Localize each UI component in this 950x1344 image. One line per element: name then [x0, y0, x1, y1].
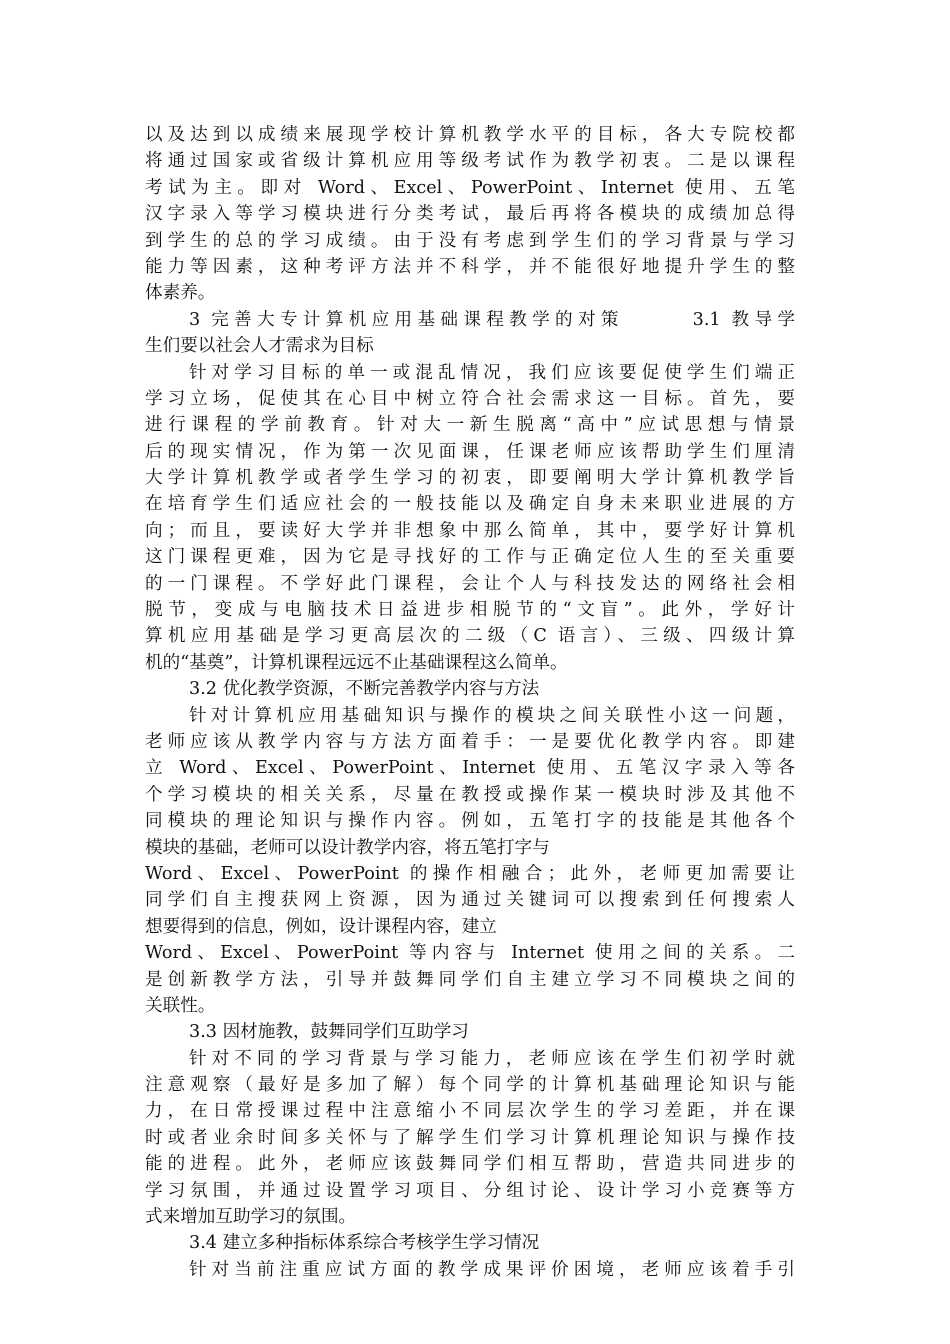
text-line: 3.4 建立多种指标体系综合考核学生学习情况 — [189, 1233, 540, 1254]
text-line: 时或者业余时间多关怀与了解学生们学习计算机理论知识与操作技 — [145, 1127, 795, 1148]
text-line: 算机应用基础是学习更高层次的二级（C 语言）、三级、四级计算 — [145, 626, 795, 647]
text-line: 针对学习目标的单一或混乱情况，我们应该要促使学生们端正 — [189, 362, 795, 383]
text-line: 老师应该从教学内容与方法方面着手：一是要优化教学内容。即建 — [145, 731, 795, 752]
text-line: 的一门课程。不学好此门课程，会让个人与科技发达的网络社会相 — [145, 573, 795, 594]
text-line: 考试为主。即对 Word、Excel、PowerPoint、Internet 使用、五笔 — [145, 177, 795, 198]
text-line: 式来增加互助学习的氛围。 — [145, 1207, 357, 1228]
text-line: 到学生的总的学习成绩。由于没有考虑到学生们的学习背景与学习 — [145, 230, 795, 251]
text-line: 针对计算机应用基础知识与操作的模块之间关联性小这一问题， — [189, 705, 795, 726]
text-line: 模块的基础，老师可以设计教学内容，将五笔打字与 — [145, 837, 550, 858]
text-line: 汉字录入等学习模块进行分类考试，最后再将各模块的成绩加总得 — [145, 204, 795, 225]
text-line: 体素养。 — [145, 283, 216, 304]
text-line: 学习氛围，并通过设置学习项目、分组讨论、设计学习小竞赛等方 — [145, 1180, 795, 1201]
text-line: 针对当前注重应试方面的教学成果评价困境，老师应该着手引 — [189, 1259, 795, 1280]
text-line: 关联性。 — [145, 995, 216, 1016]
text-line: 3 完善大专计算机应用基础课程教学的对策 3.1 教导学 — [189, 309, 795, 330]
text-line: 能的进程。此外，老师应该鼓舞同学们相互帮助，营造共同进步的 — [145, 1154, 795, 1175]
text-line: 同学们自主搜获网上资源，因为通过关键词可以搜索到任何搜索人 — [145, 890, 795, 911]
text-line: Word、Excel、PowerPoint 的操作相融合；此外，老师更加需要让 — [145, 863, 795, 884]
text-line: 在培育学生们适应社会的一般技能以及确定自身未来职业进展的方 — [145, 494, 795, 515]
text-line: 大学计算机教学或者学生学习的初衷，即要阐明大学计算机教学旨 — [145, 468, 795, 489]
text-line: 学习立场，促使其在心目中树立符合社会需求这一目标。首先，要 — [145, 388, 795, 409]
text-line: 针对不同的学习背景与学习能力，老师应该在学生们初学时就 — [189, 1048, 795, 1069]
text-line: 机的“基奠”，计算机课程远远不止基础课程这么简单。 — [145, 652, 568, 673]
text-line: 想要得到的信息，例如，设计课程内容，建立 — [145, 916, 497, 937]
text-line: 能力等因素，这种考评方法并不科学，并不能很好地提升学生的整 — [145, 256, 795, 277]
text-line: 是创新教学方法，引导并鼓舞同学们自主建立学习不同模块之间的 — [145, 969, 795, 990]
text-line: 3.3 因材施教，鼓舞同学们互助学习 — [189, 1022, 469, 1043]
text-line: 这门课程更难，因为它是寻找好的工作与正确定位人生的至关重要 — [145, 547, 795, 568]
text-line: 将通过国家或省级计算机应用等级考试作为教学初衷。二是以课程 — [145, 151, 795, 172]
document-body — [145, 122, 795, 1283]
text-line: 注意观察（最好是多加了解）每个同学的计算机基础理论知识与能 — [145, 1075, 795, 1096]
text-line: 生们要以社会人才需求为目标 — [145, 336, 374, 357]
text-line: 脱节，变成与电脑技术日益进步相脱节的“文盲”。此外，学好计 — [145, 600, 795, 621]
text-line: 后的现实情况，作为第一次见面课，任课老师应该帮助学生们厘清 — [145, 441, 795, 462]
text-line: 立 Word、Excel、PowerPoint、Internet 使用、五笔汉字录入等各 — [145, 758, 795, 779]
text-line: 力，在日常授课过程中注意缩小不同层次学生的学习差距，并在课 — [145, 1101, 795, 1122]
text-line: 向；而且，要读好大学并非想象中那么简单，其中，要学好计算机 — [145, 520, 795, 541]
text-line: 进行课程的学前教育。针对大一新生脱离“高中”应试思想与情景 — [145, 415, 795, 436]
text-line: 个学习模块的相关关系，尽量在教授或操作某一模块时涉及其他不 — [145, 784, 795, 805]
text-line: 3.2 优化教学资源，不断完善教学内容与方法 — [189, 679, 540, 700]
text-line: 同模块的理论知识与操作内容。例如，五笔打字的技能是其他各个 — [145, 811, 795, 832]
text-line: 以及达到以成绩来展现学校计算机教学水平的目标，各大专院校都 — [145, 125, 795, 145]
text-line: Word、Excel、PowerPoint 等内容与 Internet 使用之间的关系。二 — [145, 943, 795, 964]
